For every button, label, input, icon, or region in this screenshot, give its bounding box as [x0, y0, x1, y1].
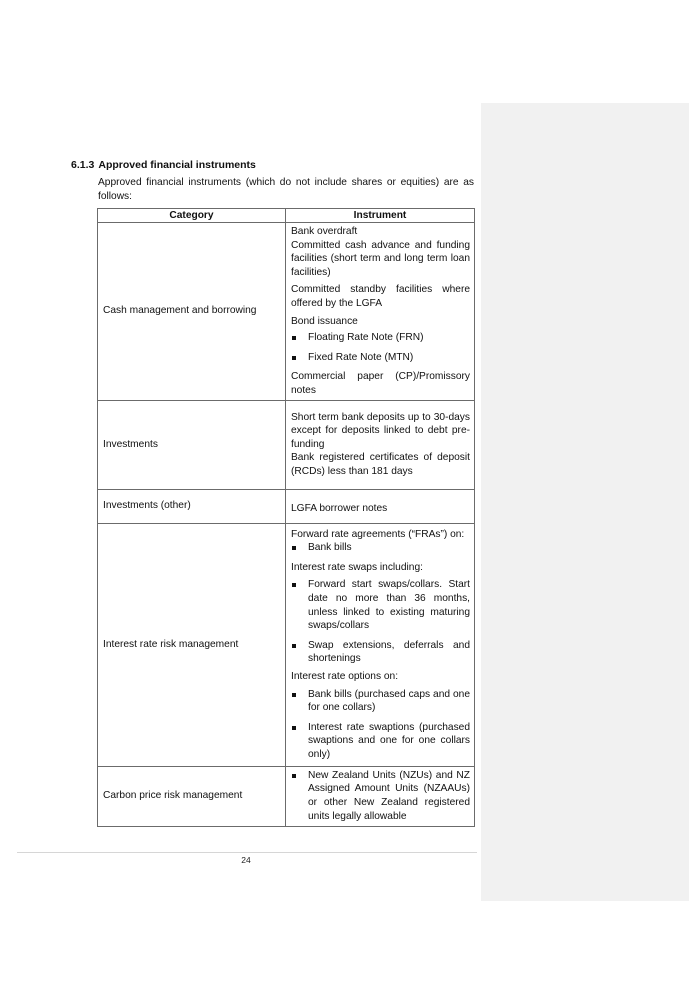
instrument-bullet-item: Interest rate swaptions (purchased swaptions and one for one collars only) [291, 721, 470, 762]
page-number: 24 [241, 855, 251, 865]
instrument-text: Forward rate agreements (“FRAs”) on: [291, 528, 465, 540]
instrument-bullet-item: Fixed Rate Note (MTN) [291, 351, 470, 365]
instrument-cell [286, 766, 475, 826]
instrument-cell [286, 400, 475, 489]
footer-divider [17, 852, 477, 853]
instrument-bullet-item: Bank bills (purchased caps and one for one collars) [291, 688, 470, 715]
instrument-text: Bank overdraft [291, 226, 358, 237]
instrument-text: Interest rate swaps including: [291, 561, 423, 573]
section-heading [71, 159, 256, 171]
instrument-bullet-item: Floating Rate Note (FRN) [291, 331, 470, 345]
category-cell: Investments [98, 400, 286, 489]
instrument-text: Bond issuance [291, 315, 358, 327]
header-category: Category [98, 209, 286, 223]
instrument-text: LGFA borrower notes [291, 502, 388, 514]
table-row [98, 223, 475, 401]
instrument-text: Committed cash advance and funding facilities (short term and long term loan facilities) [291, 239, 470, 278]
header-instrument: Instrument [286, 209, 475, 223]
instrument-bullet-item: Forward start swaps/collars. Start date no more than 36 months, unless linked to existing maturing swaps/collars [291, 578, 470, 632]
instrument-cell [286, 523, 475, 766]
instrument-text: Commercial paper (CP)/Promissory notes [291, 371, 470, 396]
instrument-text: Bank registered certificates of deposit (RCDs) less than 181 days [291, 452, 470, 477]
category-cell: Interest rate risk management [98, 523, 286, 766]
instruments-table [97, 208, 475, 827]
section-intro: Approved financial instruments (which do not include shares or equities) are as follows: [98, 177, 474, 202]
instrument-cell [286, 223, 475, 401]
instrument-text: Interest rate options on: [291, 670, 399, 682]
instrument-bullet-item: Swap extensions, deferrals and shortenings [291, 639, 470, 666]
section-number: 6.1.3 [71, 159, 95, 171]
table-row [98, 400, 475, 489]
table-row [98, 523, 475, 766]
instrument-bullet-item: Bank bills [291, 541, 470, 555]
category-cell: Investments (other) [98, 489, 286, 523]
section-title: Approved financial instruments [98, 159, 256, 171]
instrument-text: Short term bank deposits up to 30-days except for deposits linked to debt pre-funding [291, 411, 470, 450]
table-body [98, 223, 475, 827]
instrument-text: Committed standby facilities where offered by the LGFA [291, 284, 470, 309]
instrument-bullet-item: New Zealand Units (NZUs) and NZ Assigned Amount Units (NZAAUs) or other New Zealand registered units legally allowable [291, 769, 470, 823]
category-cell: Cash management and borrowing [98, 223, 286, 401]
comment-pane [481, 103, 689, 901]
category-cell: Carbon price risk management [98, 766, 286, 826]
instrument-cell [286, 489, 475, 523]
table-row [98, 489, 475, 523]
table-row [98, 766, 475, 826]
table-header-row [98, 209, 475, 223]
